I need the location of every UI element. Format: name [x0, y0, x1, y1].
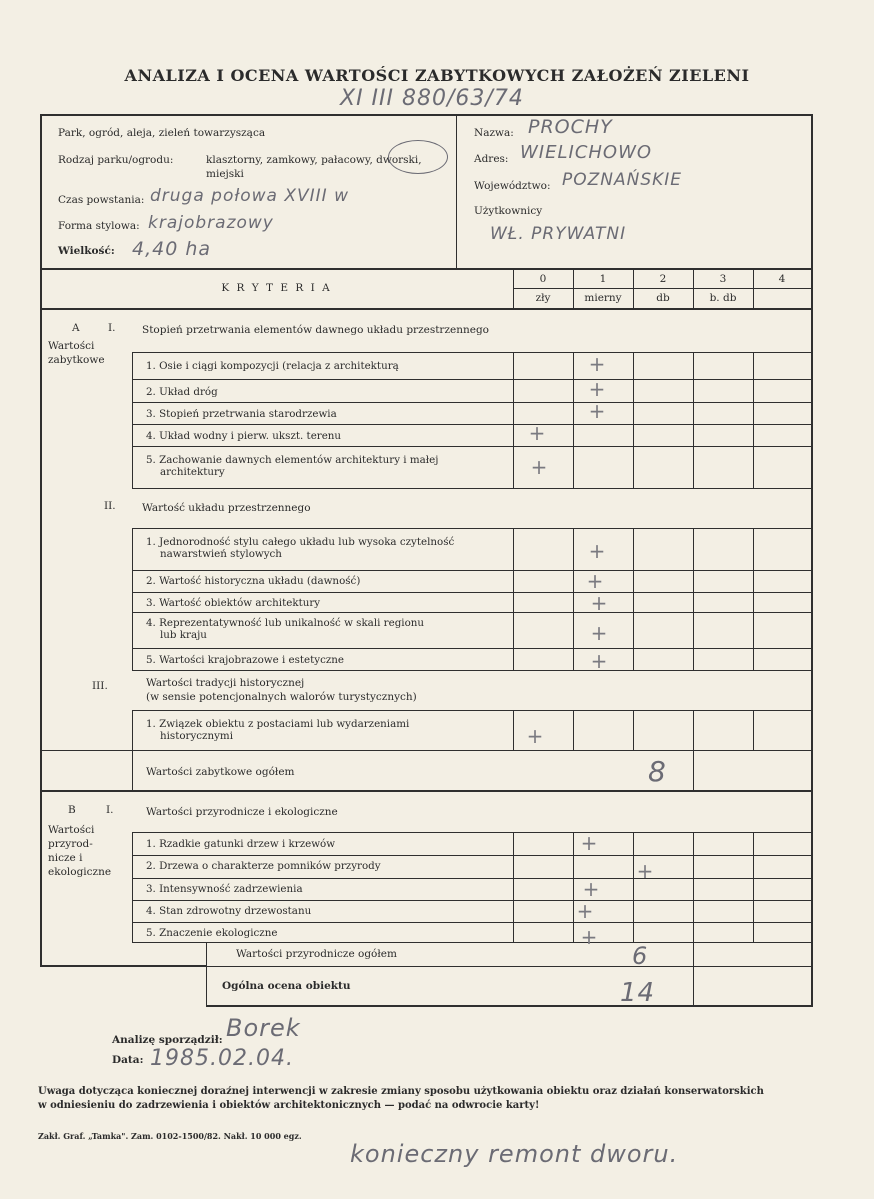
mark-a1-5: +	[530, 455, 548, 479]
handwritten-note: konieczny remont dworu.	[350, 1140, 679, 1168]
section-b-title-4: ekologiczne	[48, 866, 112, 878]
criterion-a2-5: 5. Wartości krajobrazowe i estetyczne	[146, 654, 344, 666]
mark-b-3: +	[582, 877, 600, 901]
uwaga-line-2: w odniesieniu do zadrzewienia i obiektów architektonicznych — podać na odwrocie karty!	[38, 1100, 540, 1111]
section-a-2-heading: Wartość układu przestrzennego	[142, 502, 311, 514]
col-word-2: db	[656, 292, 670, 304]
section-b-total-value: 6	[632, 942, 649, 970]
section-a-3-heading-2: (w sensie potencjonalnych walorów turystycznych)	[146, 691, 417, 703]
uzytkownicy-value: WŁ. PRYWATNI	[490, 224, 627, 244]
wojewodztwo-value: POZNAŃSKIE	[562, 170, 683, 190]
mark-a2-5: +	[590, 649, 608, 673]
criterion-a1-5-cont: architektury	[160, 466, 225, 478]
rodzaj-options-2: miejski	[206, 168, 244, 180]
adres-value: WIELICHOWO	[520, 142, 653, 163]
section-b-title	[48, 823, 111, 879]
section-a-roman-3: III.	[92, 680, 108, 692]
rodzaj-options: klasztorny, zamkowy, pałacowy, dworski,	[206, 154, 422, 166]
section-a-letter: A	[72, 322, 80, 334]
section-b-total-label: Wartości przyrodnicze ogółem	[236, 948, 397, 960]
criterion-b-4: 4. Stan zdrowotny drzewostanu	[146, 905, 312, 917]
mark-a1-1: +	[588, 352, 606, 376]
section-b-roman-1: I.	[106, 804, 114, 816]
section-a-roman-1: I.	[108, 322, 116, 334]
criterion-a3-1-cont: historycznymi	[160, 730, 233, 742]
section-a-1-heading: Stopień przetrwania elementów dawnego układu przestrzennego	[142, 324, 489, 336]
uwaga-line-1: Uwaga dotycząca koniecznej doraźnej interwencji w zakresie zmiany sposobu użytkowania obiektu oraz działań konserwatorskich	[38, 1086, 764, 1097]
wielkosc-label: Wielkość:	[58, 245, 115, 257]
forma-value: krajobrazowy	[148, 213, 274, 233]
mark-a1-2: +	[588, 377, 606, 401]
mark-a2-3: +	[590, 591, 608, 615]
overall-label: Ogólna ocena obiektu	[222, 980, 351, 992]
mark-a2-4: +	[590, 621, 608, 645]
criterion-b-2: 2. Drzewa o charakterze pomników przyrody	[146, 860, 381, 872]
mark-b-1: +	[580, 831, 598, 855]
col-num-1: 1	[599, 273, 607, 285]
criterion-b-1: 1. Rzadkie gatunki drzew i krzewów	[146, 838, 336, 850]
section-a-3-heading: Wartości tradycji historycznej	[146, 677, 305, 689]
section-a-title: Wartości zabytkowe	[48, 340, 105, 366]
printer-imprint: Zakł. Graf. „Tamka". Zam. 0102-1500/82. Nakł. 10 000 egz.	[38, 1131, 302, 1141]
nazwa-label: Nazwa:	[474, 127, 514, 139]
nazwa-value: PROCHY	[528, 116, 613, 138]
mark-a1-4: +	[528, 421, 546, 445]
czas-value: druga połowa XVIII w	[150, 186, 349, 206]
data-value: 1985.02.04.	[150, 1046, 294, 1071]
wojewodztwo-label: Województwo:	[474, 180, 551, 192]
col-word-0: zły	[535, 292, 551, 304]
col-word-1: mierny	[584, 292, 622, 304]
criterion-a2-4: 4. Reprezentatywność lub unikalność w skali regionu	[146, 617, 425, 629]
col-num-4: 4	[778, 273, 786, 285]
registration-number: XI III 880/63/74	[340, 86, 524, 111]
overall-value: 14	[620, 978, 656, 1008]
dworski-circle	[388, 140, 448, 174]
criterion-a1-1: 1. Osie i ciągi kompozycji (relacja z architekturą	[146, 360, 399, 372]
kryteria-heading: K R Y T E R I A	[221, 282, 332, 294]
mark-b-5: +	[580, 925, 598, 949]
data-label: Data:	[112, 1054, 144, 1066]
criterion-a1-4: 4. Układ wodny i pierw. ukszt. terenu	[146, 430, 342, 442]
criterion-a2-1: 1. Jednorodność stylu całego układu lub wysoka czytelność	[146, 536, 455, 548]
criterion-a1-2: 2. Układ dróg	[146, 386, 218, 398]
col-num-3: 3	[719, 273, 727, 285]
criterion-a2-4-cont: lub kraju	[160, 629, 207, 641]
mark-a3-1: +	[526, 724, 544, 748]
criterion-b-5: 5. Znaczenie ekologiczne	[146, 927, 278, 939]
criterion-a2-2: 2. Wartość historyczna układu (dawność)	[146, 575, 361, 587]
section-a-roman-2: II.	[104, 500, 116, 512]
park-label: Park, ogród, aleja, zieleń towarzysząca	[58, 127, 266, 139]
mark-a2-2: +	[586, 569, 604, 593]
criterion-a1-5: 5. Zachowanie dawnych elementów architektury i małej	[146, 454, 439, 466]
section-b-heading: Wartości przyrodnicze i ekologiczne	[146, 806, 338, 818]
adres-label: Adres:	[474, 153, 509, 165]
col-word-3: b. db	[709, 292, 737, 304]
section-b-title-1: Wartości	[48, 824, 95, 836]
forma-label: Forma stylowa:	[58, 220, 140, 232]
rodzaj-label: Rodzaj parku/ogrodu:	[58, 154, 174, 166]
criterion-b-3: 3. Intensywność zadrzewienia	[146, 883, 303, 895]
criterion-a3-1: 1. Związek obiektu z postaciami lub wydarzeniami	[146, 718, 410, 730]
mark-a1-3: +	[588, 399, 606, 423]
wielkosc-value: 4,40 ha	[132, 238, 212, 260]
criterion-a2-1-cont: nawarstwień stylowych	[160, 548, 282, 560]
analiza-signature: Borek	[226, 1014, 301, 1042]
criterion-a1-3: 3. Stopień przetrwania starodrzewia	[146, 408, 337, 420]
section-b-title-3: nicze i	[48, 852, 83, 864]
section-b-title-2: przyrod-	[48, 838, 93, 850]
mark-b-4: +	[576, 899, 594, 923]
section-a-total-label: Wartości zabytkowe ogółem	[146, 766, 295, 778]
analiza-label: Analizę sporządził:	[112, 1034, 223, 1046]
uzytkownicy-label: Użytkownicy	[474, 205, 543, 217]
criterion-a2-3: 3. Wartość obiektów architektury	[146, 597, 321, 609]
czas-label: Czas powstania:	[58, 194, 145, 206]
section-a-total-value: 8	[648, 755, 667, 788]
mark-a2-1: +	[588, 539, 606, 563]
document-title: ANALIZA I OCENA WARTOŚCI ZABYTKOWYCH ZAŁOŻEŃ ZIELENI	[124, 66, 750, 85]
mark-b-2: +	[636, 859, 654, 883]
col-num-2: 2	[659, 273, 667, 285]
col-num-0: 0	[539, 273, 547, 285]
section-b-letter: B	[68, 804, 76, 816]
